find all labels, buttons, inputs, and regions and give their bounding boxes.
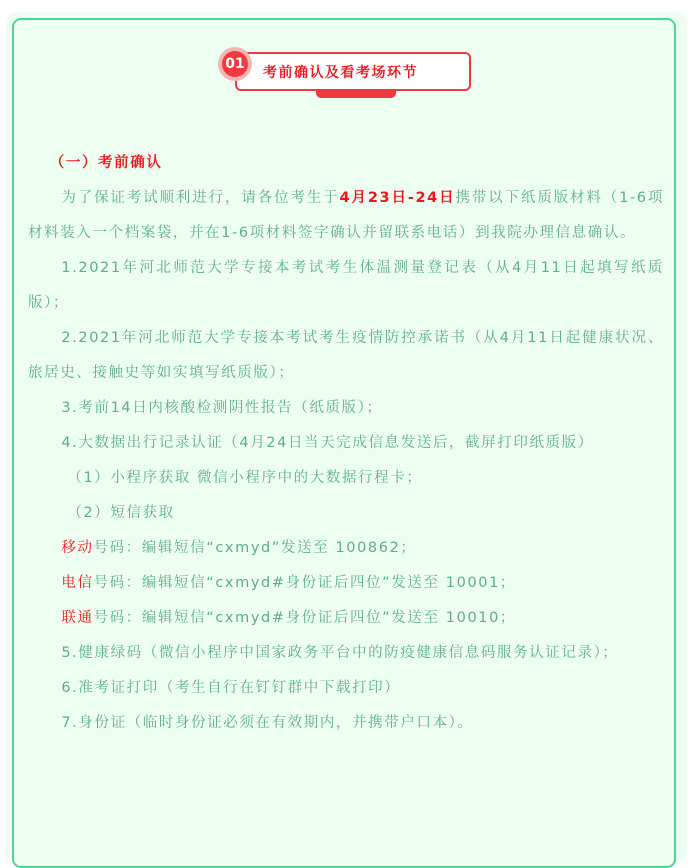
article-body [28, 146, 664, 741]
list-item: 5.健康绿码（微信小程序中国家政务平台中的防疫健康信息码服务认证记录）； [61, 645, 619, 661]
carrier-line-telecom [28, 566, 664, 601]
carrier-text: 号码：编辑短信“cxmyd#身份证后四位”发送至 10010； [93, 610, 517, 626]
list-item: 6.准考证打印（考生自行在钉钉群中下载打印） [61, 680, 401, 696]
intro-text: 为了保证考试顺利进行，请各位考生于 [61, 190, 340, 206]
section-number: 01 [222, 51, 248, 77]
carrier-text: 号码：编辑短信“cxmyd#身份证后四位”发送至 10001； [93, 575, 517, 591]
carrier-text: 号码：编辑短信“cxmyd”发送至 100862； [93, 540, 417, 556]
carrier-name: 联通 [61, 610, 94, 626]
title-tab-decoration [316, 91, 396, 98]
list-item: 1.2021年河北师范大学专接本考试考生体温测量登记表（从4月11日起填写纸质版）； [28, 260, 664, 311]
intro-text-end: 携带以下纸质版材料（1-6项材料装入一个档案袋，并在1-6项材料签字确认并留联系电话）到我院办理信息确认。 [28, 190, 664, 241]
section-header [218, 35, 474, 99]
list-item: 7.身份证（临时身份证必须在有效期内，并携带户口本）。 [61, 715, 474, 731]
carrier-line-mobile [28, 531, 664, 566]
list-item: 3.考前14日内核酸检测阴性报告（纸质版）； [61, 400, 383, 416]
section-number-badge [218, 47, 252, 81]
section-title-box [235, 52, 471, 91]
carrier-name: 电信 [61, 575, 94, 591]
sub-item: （1）小程序获取 微信小程序中的大数据行程卡； [67, 470, 423, 486]
carrier-line-unicom [28, 601, 664, 636]
date-highlight: 4月23日-24日 [339, 190, 456, 206]
subsection-heading: （一）考前确认 [49, 155, 163, 171]
sub-item: （2）短信获取 [67, 505, 175, 521]
intro-paragraph [28, 181, 664, 251]
list-item: 4.大数据出行记录认证（4月24日当天完成信息发送后，截屏打印纸质版） [61, 435, 594, 451]
carrier-name: 移动 [61, 540, 94, 556]
list-item: 2.2021年河北师范大学专接本考试考生疫情防控承诺书（从4月11日起健康状况、旅居史、接触史等如实填写纸质版）； [28, 330, 664, 381]
section-title: 考前确认及看考场环节 [263, 64, 418, 81]
